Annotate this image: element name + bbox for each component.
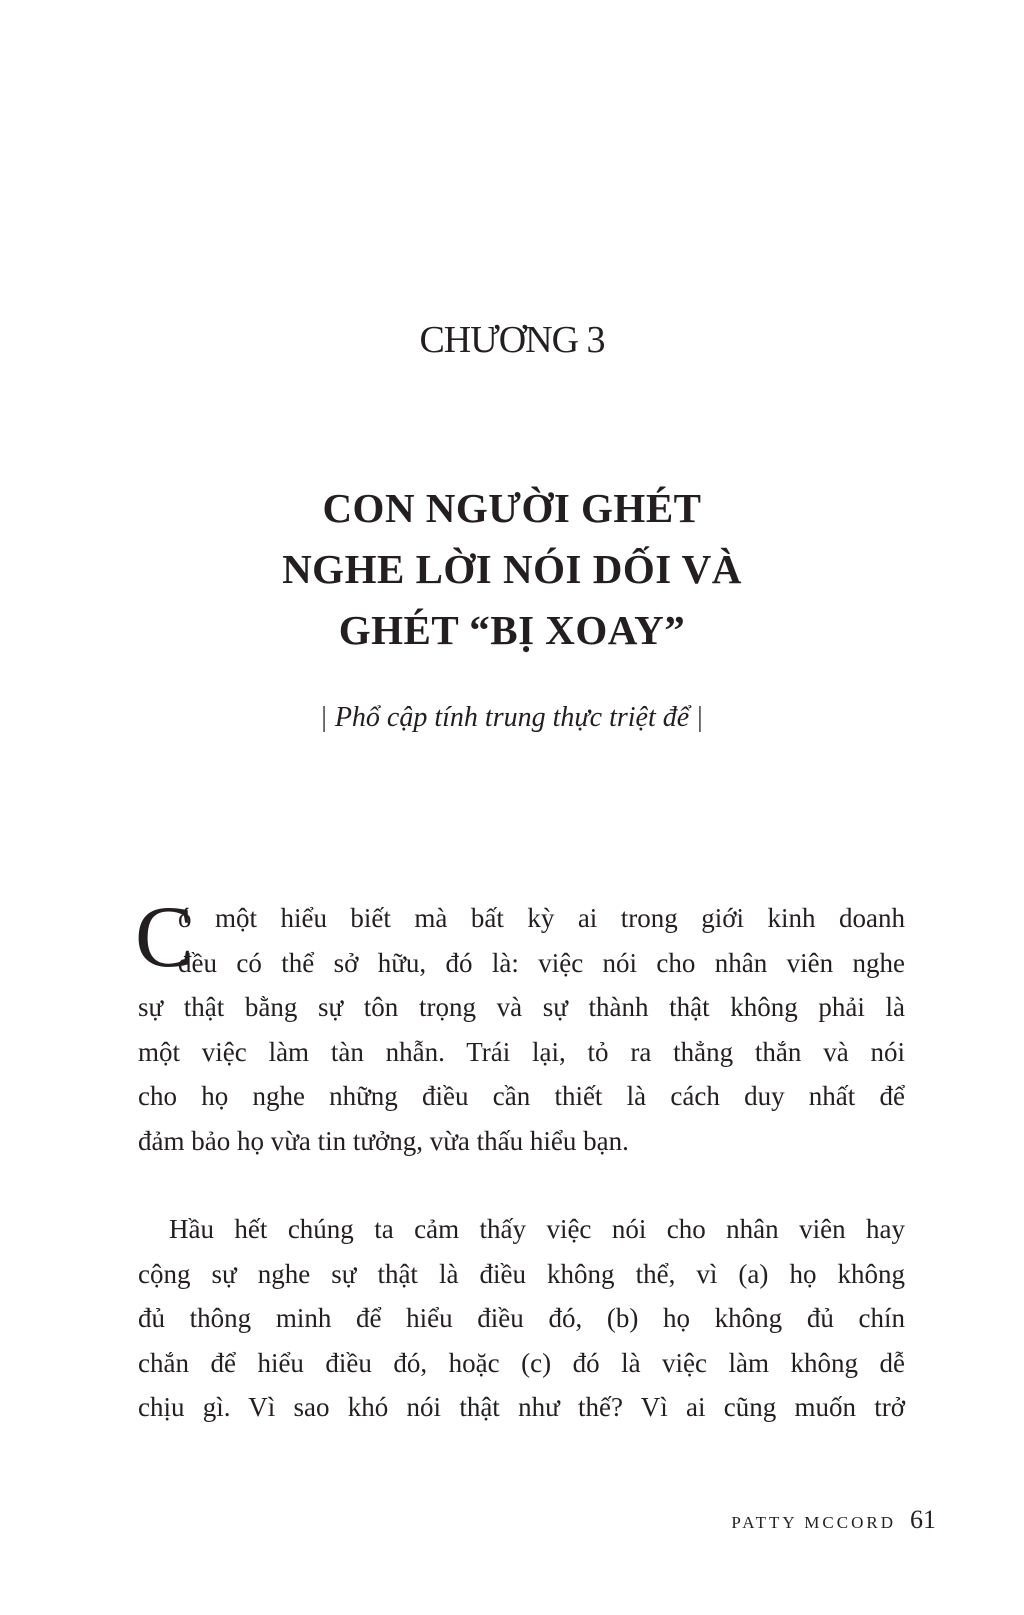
paragraph-line: một việc làm tàn nhẫn. Trái lại, tỏ ra thẳng thắn và nói [138, 1036, 905, 1067]
body-text [135, 889, 905, 1430]
paragraph-line: chịu gì. Vì sao khó nói thật như thế? Vì ai cũng muốn trở [138, 1392, 905, 1422]
page-number: 61 [910, 1505, 936, 1534]
paragraph-2 [138, 1207, 905, 1430]
drop-cap: C [135, 889, 194, 986]
chapter-title-line: CON NGƯỜI GHÉT [322, 485, 702, 531]
paragraph-line: cộng sự nghe sự thật là điều không thể, vì (a) họ không [138, 1258, 905, 1289]
subtitle-text: Phổ cập tính trung thực triệt để [334, 702, 690, 733]
page-footer [0, 1505, 936, 1535]
paragraph-line: đủ thông minh để hiểu điều đó, (b) họ không đủ chín [138, 1303, 905, 1333]
chapter-title [0, 478, 1024, 661]
chapter-title-line: NGHE LỜI NÓI DỐI VÀ [282, 546, 742, 592]
line-text: ó một hiểu biết mà bất kỳ ai trong giới kinh doanh [178, 903, 905, 933]
paragraph-line: chắn để hiểu điều đó, hoặc (c) đó là việc làm không dễ [138, 1347, 905, 1378]
subtitle-left-bar: | [321, 702, 327, 733]
paragraph-line: sự thật bằng sự tôn trọng và sự thành thật không phải là [138, 992, 905, 1022]
paragraph-line: đều có thể sở hữu, đó là: việc nói cho nhân viên nghe [178, 947, 905, 978]
paragraph-line: đảm bảo họ vừa tin tưởng, vừa thấu hiểu bạn. [138, 1125, 629, 1156]
paragraph-line: Hầu hết chúng ta cảm thấy việc nói cho nhân viên hay [169, 1214, 905, 1244]
chapter-label: CHƯƠNG 3 [419, 319, 605, 361]
chapter-title-line: GHÉT “BỊ XOAY” [338, 607, 686, 653]
paragraph-line: cho họ nghe những điều cần thiết là cách duy nhất để [138, 1081, 905, 1111]
chapter-subtitle [0, 700, 1024, 736]
running-footer-author: PATTY MCCORD [731, 1513, 896, 1532]
paragraph-1 [135, 889, 905, 1163]
subtitle-right-bar: | [697, 702, 703, 733]
